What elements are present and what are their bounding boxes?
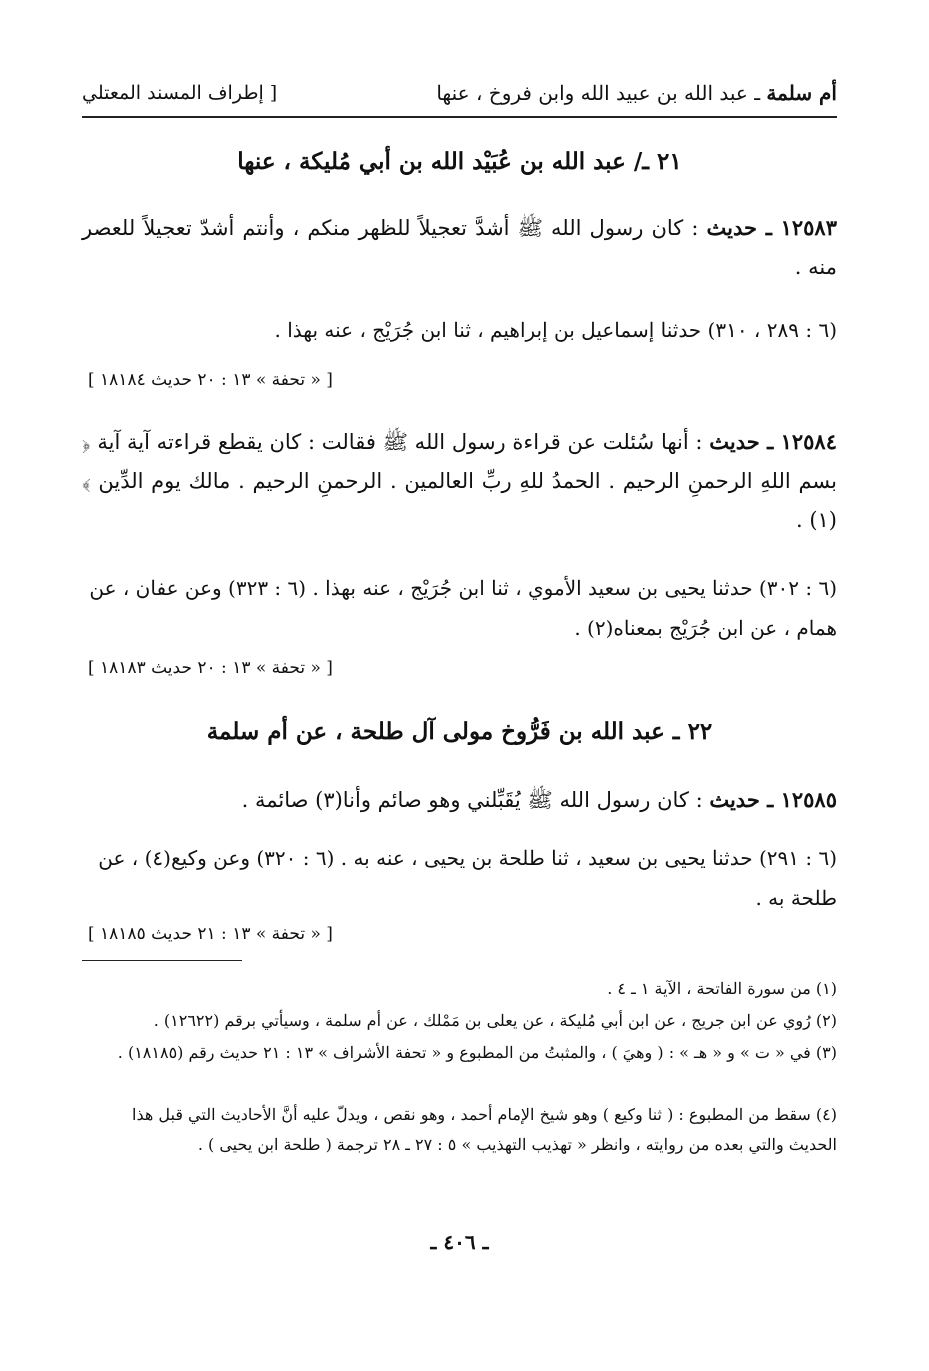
footnote-4: (٤) سقط من المطبوع : ( ثنا وكيع ) وهو شيخ الإمام أحمد ، وهو نقص ، ويدلّ عليه أنَّ الأحاديث التي قبل هذا الحديث والتي بعده من روايته ، وانظر « تهذيب التهذيب » ٥ : ٢٧ ـ ٢٨ ترجمة ( طلحة ابن يحيى ) . — [132, 1105, 837, 1154]
section-22-title: ٢٢ ـ عبد الله بن فَرُّوخ مولى آل طلحة ، عن أم سلمة — [206, 718, 713, 745]
hadith-12584-number: ١٢٥٨٤ ـ حديث — [709, 429, 837, 454]
hadith-12585-number: ١٢٥٨٥ ـ حديث — [709, 787, 837, 812]
hadith-12584-source: (٦ : ٣٠٢) حدثنا يحيى بن سعيد الأموي ، ثنا ابن جُرَيْج ، عنه بهذا . (٦ : ٣٢٣) وعن عفان ، عن همام ، عن ابن جُرَيْج بمعناه(٢) . — [89, 576, 837, 640]
header-chapter-bold: أم سلمة — [766, 81, 837, 105]
hadith-12584-body: : أنها سُئلت عن قراءة رسول الله ﷺ فقالت : كان يقطع قراءته آية آية ﴿ بسم اللهِ الرحمنِ الرحيم . الحمدُ للهِ ربِّ العالمين . الرحمنِ الرحيم . مالك يوم الدِّين ﴾(١) . — [82, 430, 837, 532]
footnote-3: (٣) في « ت » و « هـ » : ( وهيَ ) ، والمثبتُ من المطبوع و « تحفة الأشراف » ١٣ : ٢١ حديث رقم (١٨١٨٥) . — [117, 1043, 837, 1062]
hadith-12585-source: (٦ : ٢٩١) حدثنا يحيى بن سعيد ، ثنا طلحة بن يحيى ، عنه به . (٦ : ٣٢٠) وعن وكيع(٤) ، عن طلحة به . — [98, 846, 837, 910]
header-book-title: [ إطراف المسند المعتلي — [82, 82, 278, 104]
book-page — [82, 70, 837, 1290]
footnote-2: (٢) رُوي عن ابن جريج ، عن ابن أبي مُليكة ، عن يعلى بن مَمْلك ، عن أم سلمة ، وسيأتي برقم (١٢٦٢٢) . — [153, 1011, 837, 1030]
hadith-12584-text — [82, 422, 837, 540]
hadith-12585-body: : كان رسول الله ﷺ يُقَبِّلني وهو صائم وأنا(٣) صائمة . — [241, 788, 710, 812]
hadith-12584-tuhfa: [ « تحفة » ١٣ : ٢٠ حديث ١٨١٨٣ ] — [88, 658, 333, 678]
page-number: ـ ٤٠٦ ـ — [430, 1230, 489, 1254]
header-chapter — [436, 81, 837, 105]
hadith-12583-body: : كان رسول الله ﷺ أشدَّ تعجيلاً للظهر منكم ، وأنتم أشدّ تعجيلاً للعصر منه . — [82, 216, 837, 279]
hadith-12585-tuhfa: [ « تحفة » ١٣ : ٢١ حديث ١٨١٨٥ ] — [88, 924, 333, 944]
section-21-title: ٢١ ـ/ عبد الله بن عُبَيْد الله بن أبي مُليكة ، عنها — [237, 148, 682, 175]
hadith-12583-tuhfa: [ « تحفة » ١٣ : ٢٠ حديث ١٨١٨٤ ] — [88, 370, 333, 390]
hadith-12583-source: (٦ : ٢٨٩ ، ٣١٠) حدثنا إسماعيل بن إبراهيم ، ثنا ابن جُرَيْج ، عنه بهذا . — [274, 318, 837, 342]
hadith-12583-text — [82, 208, 837, 287]
header-chapter-rest: ـ عبد الله بن عبيد الله وابن فروخ ، عنها — [436, 81, 767, 105]
hadith-12585-text — [82, 780, 837, 820]
hadith-12583-number: ١٢٥٨٣ ـ حديث — [706, 215, 837, 240]
footnote-1: (١) من سورة الفاتحة ، الآية ١ ـ ٤ . — [607, 979, 837, 998]
running-header — [82, 70, 837, 118]
footnote-separator — [82, 960, 242, 961]
